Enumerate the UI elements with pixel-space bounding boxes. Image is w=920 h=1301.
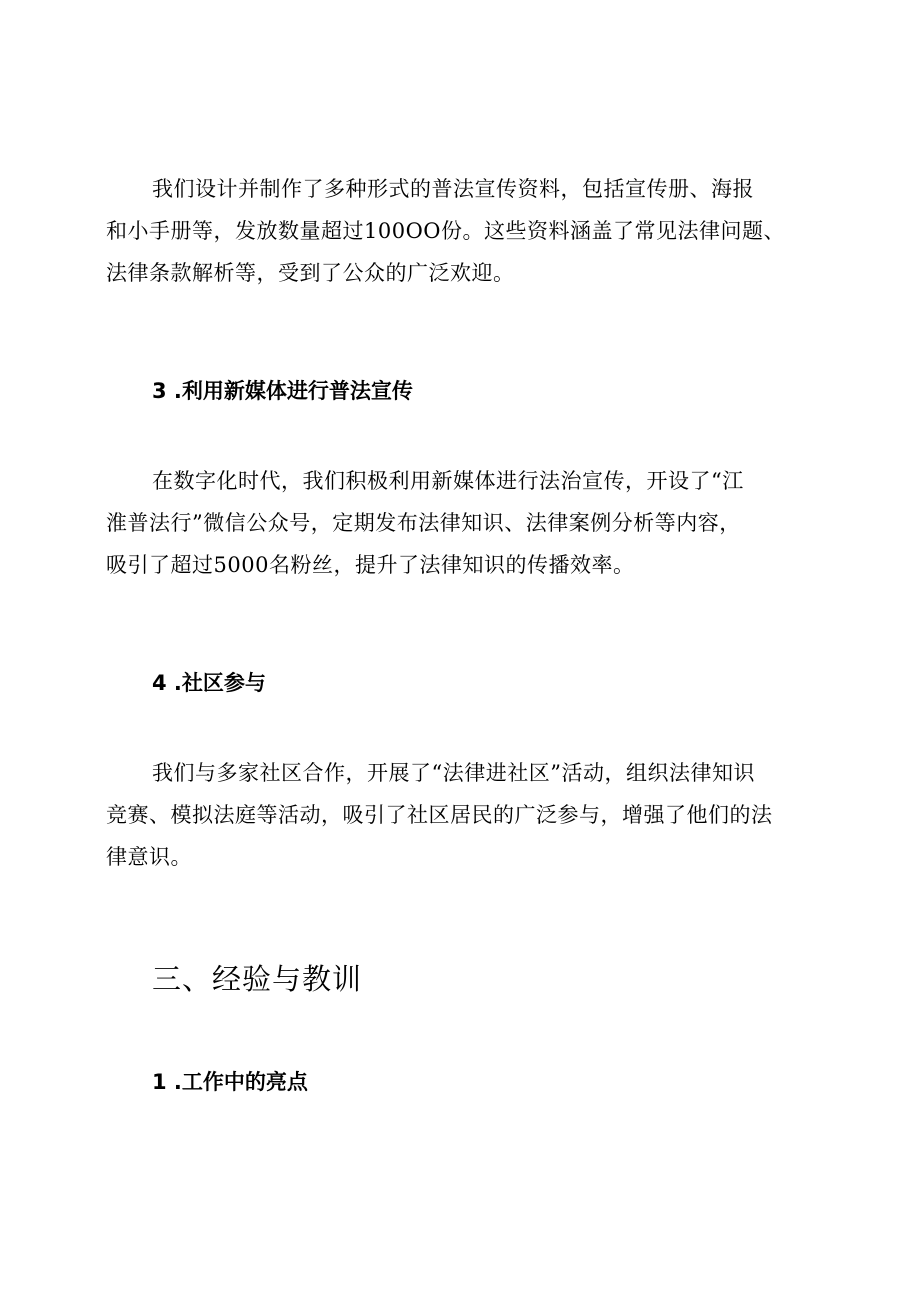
paragraph-line: 淮普法行”微信公众号，定期发布法律知识、法律案例分析等内容，: [106, 511, 741, 535]
section-title: 三、经验与教训: [152, 962, 363, 996]
paragraph-line: 吸引了超过5000名粉丝，提升了法律知识的传播效率。: [106, 553, 635, 577]
heading-new-media: 3 .利用新媒体进行普法宣传: [152, 379, 413, 403]
paragraph-line: 在数字化时代，我们积极利用新媒体进行法治宣传，开设了“江: [152, 469, 744, 493]
paragraph-new-media: [106, 460, 806, 586]
paragraph-line: 法律条款解析等，受到了公众的广泛欢迎。: [106, 261, 515, 285]
heading-community: 4 .社区参与: [152, 671, 266, 695]
paragraph-line: 我们设计并制作了多种形式的普法宣传资料，包括宣传册、海报: [152, 177, 754, 201]
paragraph-line: 我们与多家社区合作，开展了“法律进社区”活动，组织法律知识: [152, 761, 755, 785]
paragraph-community: [106, 752, 806, 878]
heading-highlights: 1 .工作中的亮点: [152, 1070, 308, 1094]
paragraph-line: 律意识。: [106, 845, 192, 869]
paragraph-materials: [106, 168, 806, 294]
paragraph-line: 竞赛、模拟法庭等活动，吸引了社区居民的广泛参与，增强了他们的法: [106, 803, 773, 827]
paragraph-line: 和小手册等，发放数量超过100OO份。这些资料涵盖了常见法律问题、: [106, 219, 786, 243]
